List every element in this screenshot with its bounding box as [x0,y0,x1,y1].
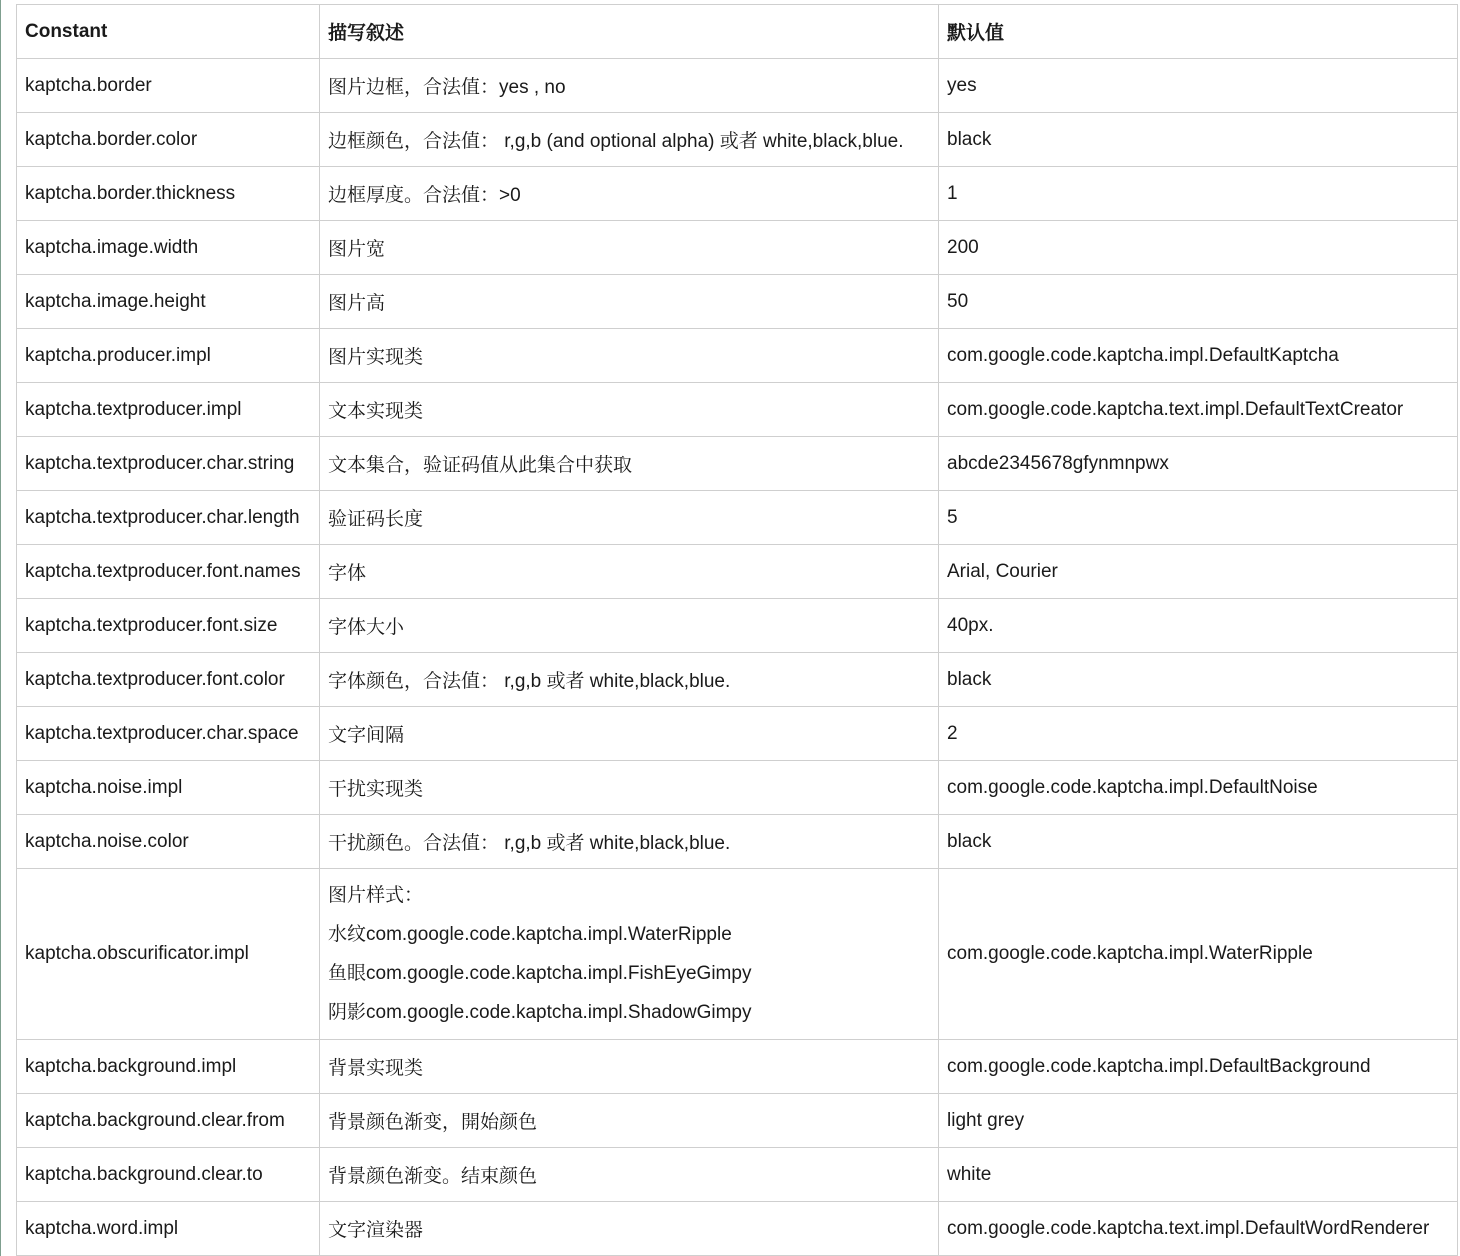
cell-description: 文本集合，验证码值从此集合中获取 [320,437,939,491]
table-row [17,869,1458,1040]
cell-constant: kaptcha.noise.impl [17,761,320,815]
cell-constant: kaptcha.image.width [17,221,320,275]
table-row [17,815,1458,869]
cell-default: 5 [939,491,1458,545]
cell-constant: kaptcha.word.impl [17,1202,320,1256]
cell-description: 文字间隔 [320,707,939,761]
cell-default: light grey [939,1094,1458,1148]
cell-default: 40px. [939,599,1458,653]
table-row [17,761,1458,815]
table-row [17,653,1458,707]
cell-default: abcde2345678gfynmnpwx [939,437,1458,491]
table-row [17,275,1458,329]
table-row [17,383,1458,437]
table-row [17,1040,1458,1094]
cell-default: 2 [939,707,1458,761]
table-row [17,707,1458,761]
cell-description: 文本实现类 [320,383,939,437]
table-body [17,59,1458,1256]
cell-description: 干扰实现类 [320,761,939,815]
cell-default: com.google.code.kaptcha.impl.WaterRipple [939,869,1458,1040]
table-row [17,1094,1458,1148]
table-row [17,113,1458,167]
table-row [17,59,1458,113]
table-row [17,167,1458,221]
cell-description: 背景颜色渐变，開始颜色 [320,1094,939,1148]
cell-description: 字体大小 [320,599,939,653]
cell-description: 边框颜色，合法值： r,g,b (and optional alpha) 或者 white,black,blue. [320,113,939,167]
cell-default: 1 [939,167,1458,221]
table-row [17,437,1458,491]
cell-description: 背景颜色渐变。结束颜色 [320,1148,939,1202]
cell-constant: kaptcha.textproducer.char.space [17,707,320,761]
header-description: 描写叙述 [320,5,939,59]
cell-constant: kaptcha.obscurificator.impl [17,869,320,1040]
table-row [17,221,1458,275]
table-row [17,1202,1458,1256]
cell-constant: kaptcha.background.clear.to [17,1148,320,1202]
table-row [17,329,1458,383]
kaptcha-config-table [16,4,1458,1256]
cell-default: white [939,1148,1458,1202]
cell-description: 图片边框，合法值：yes , no [320,59,939,113]
cell-description: 图片高 [320,275,939,329]
left-border-line [0,0,1,1256]
cell-default: com.google.code.kaptcha.impl.DefaultBackground [939,1040,1458,1094]
cell-description: 字体颜色，合法值： r,g,b 或者 white,black,blue. [320,653,939,707]
cell-description [320,869,939,1040]
cell-default: Arial, Courier [939,545,1458,599]
cell-description: 图片宽 [320,221,939,275]
cell-default: com.google.code.kaptcha.text.impl.DefaultWordRenderer [939,1202,1458,1256]
cell-constant: kaptcha.border.color [17,113,320,167]
cell-description: 验证码长度 [320,491,939,545]
cell-default: 50 [939,275,1458,329]
cell-constant: kaptcha.textproducer.char.string [17,437,320,491]
table-row [17,491,1458,545]
table-row [17,599,1458,653]
cell-constant: kaptcha.textproducer.char.length [17,491,320,545]
cell-description: 文字渲染器 [320,1202,939,1256]
table-row [17,1148,1458,1202]
cell-default: black [939,653,1458,707]
description-line: 阴影com.google.code.kaptcha.impl.ShadowGimpy [328,1002,752,1023]
table-header-row [17,5,1458,59]
cell-description: 边框厚度。合法值：>0 [320,167,939,221]
cell-constant: kaptcha.producer.impl [17,329,320,383]
cell-constant: kaptcha.textproducer.impl [17,383,320,437]
cell-default: com.google.code.kaptcha.text.impl.DefaultTextCreator [939,383,1458,437]
cell-default: yes [939,59,1458,113]
cell-default: com.google.code.kaptcha.impl.DefaultKaptcha [939,329,1458,383]
header-default: 默认值 [939,5,1458,59]
cell-default: black [939,113,1458,167]
cell-constant: kaptcha.border [17,59,320,113]
cell-constant: kaptcha.noise.color [17,815,320,869]
cell-description: 字体 [320,545,939,599]
header-constant: Constant [17,5,320,59]
cell-default: com.google.code.kaptcha.impl.DefaultNoise [939,761,1458,815]
table-row [17,545,1458,599]
cell-constant: kaptcha.textproducer.font.names [17,545,320,599]
cell-default: 200 [939,221,1458,275]
cell-description: 图片实现类 [320,329,939,383]
cell-description: 背景实现类 [320,1040,939,1094]
description-line: 图片样式： [328,885,424,906]
cell-constant: kaptcha.textproducer.font.color [17,653,320,707]
cell-constant: kaptcha.border.thickness [17,167,320,221]
cell-default: black [939,815,1458,869]
cell-description: 干扰颜色。合法值： r,g,b 或者 white,black,blue. [320,815,939,869]
cell-constant: kaptcha.background.impl [17,1040,320,1094]
cell-constant: kaptcha.background.clear.from [17,1094,320,1148]
description-line: 水纹com.google.code.kaptcha.impl.WaterRipple [328,924,732,945]
description-line: 鱼眼com.google.code.kaptcha.impl.FishEyeGimpy [328,963,752,984]
cell-constant: kaptcha.image.height [17,275,320,329]
cell-constant: kaptcha.textproducer.font.size [17,599,320,653]
